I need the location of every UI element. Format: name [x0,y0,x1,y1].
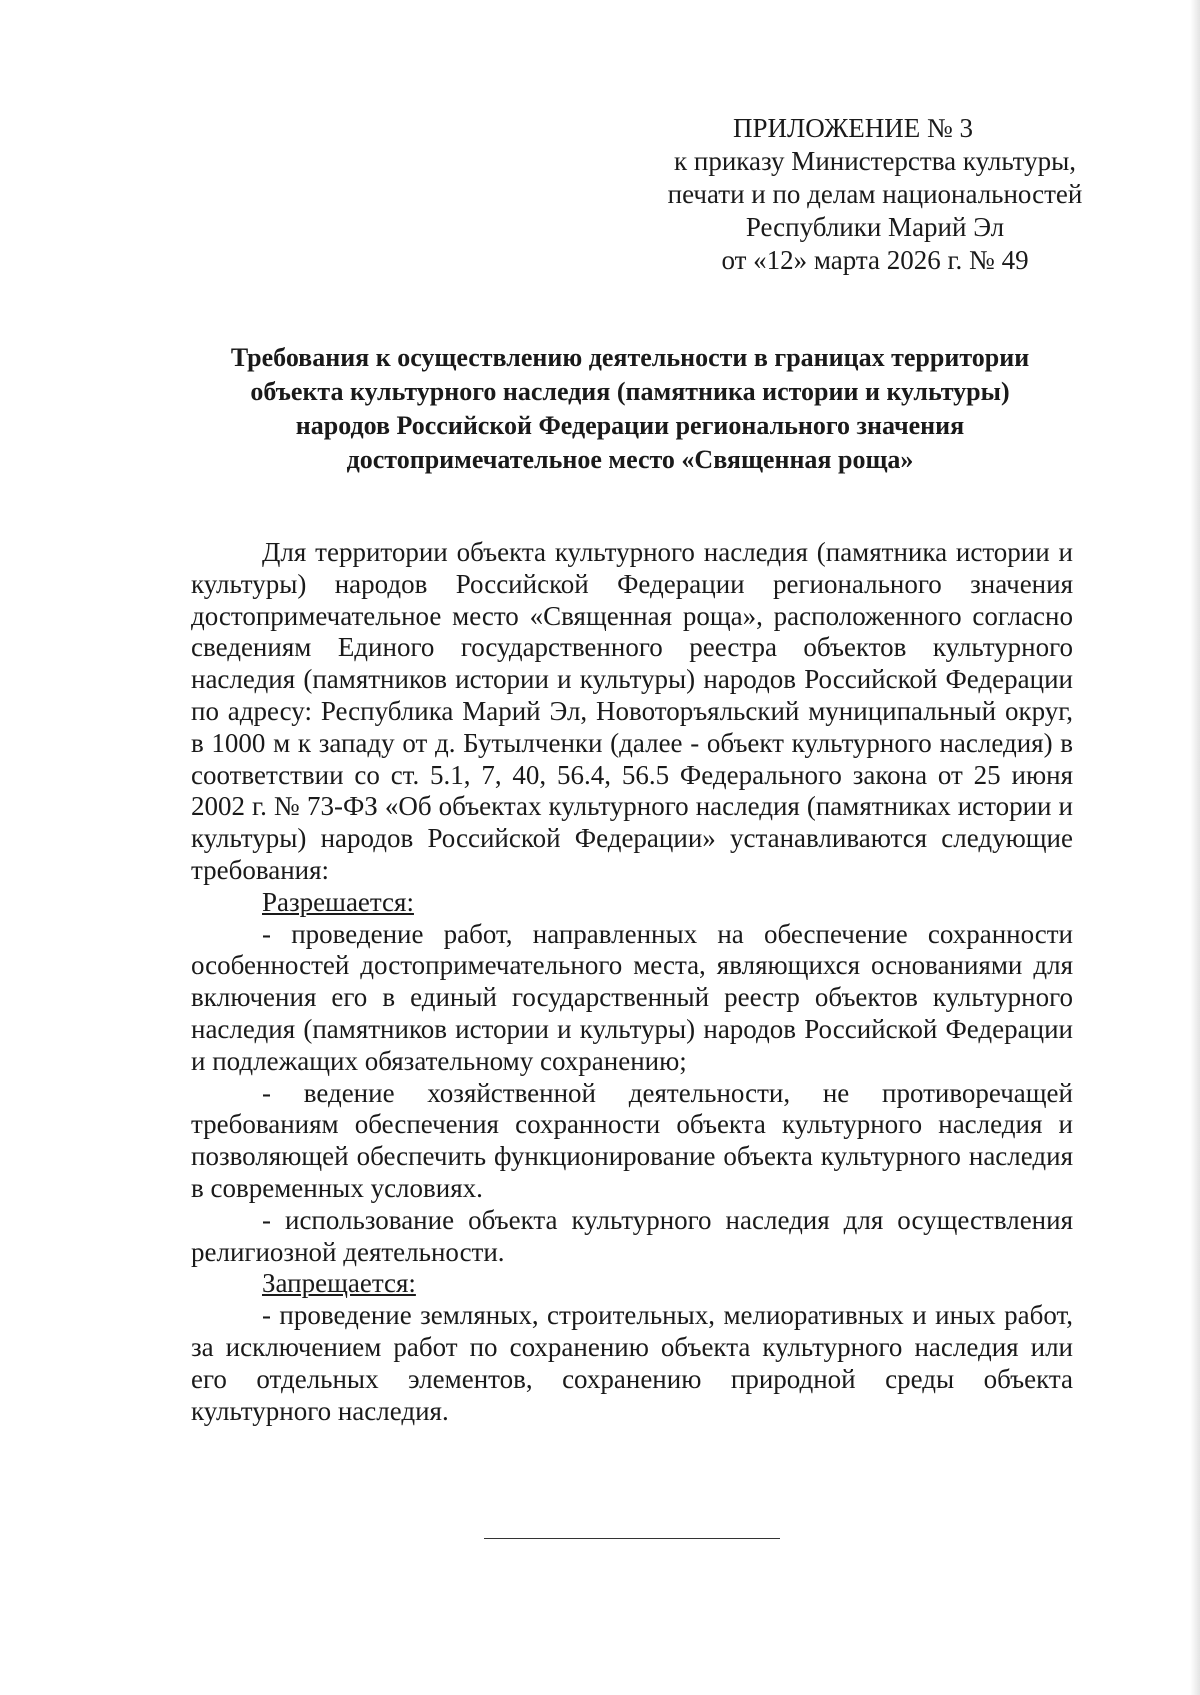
title-line: Требования к осуществлению деятельности в границах территории [230,343,1030,372]
title-line: народов Российской Федерации регионального значения [295,411,965,440]
title-line: достопримечательное место «Священная роща» [346,445,914,474]
appendix-number: ПРИЛОЖЕНИЕ № 3 [732,113,974,143]
appendix-header [640,112,1110,277]
appendix-order-line: к приказу Министерства культуры, [674,146,1076,176]
allowed-item: - проведение работ, направленных на обеспечение сохранности особенностей достопримечательного места, являющихся основаниями для включения его в единый государственный реестр объектов культурного наследия (памятников истории и культуры) народов Российской Федерации и подлежащих обязательному сохранению; [191,918,1073,1076]
document-title [180,341,1080,477]
title-line: объекта культурного наследия (памятника истории и культуры) [250,377,1010,406]
allowed-item: - использование объекта культурного наследия для осуществления религиозной деятельности. [191,1204,1073,1267]
end-separator-line [484,1538,780,1539]
forbidden-heading: Запрещается: [262,1268,416,1299]
forbidden-item: - проведение земляных, строительных, мелиоративных и иных работ, за исключением работ по сохранению объекта культурного наследия или его отдельных элементов, сохранению природной среды объекта культурного наследия. [191,1300,1073,1426]
page-edge-shadow [1190,0,1200,1695]
appendix-date-line: от «12» марта 2026 г. № 49 [721,245,1029,275]
appendix-ministry-line: печати и по делам национальностей [667,179,1083,209]
document-body [191,537,1073,1427]
allowed-heading: Разрешается: [262,886,414,917]
intro-paragraph: Для территории объекта культурного наследия (памятника истории и культуры) народов Российской Федерации регионального значения достопримечательное место «Священная роща», расположенного согласно сведениям Единого государственного реестра объектов культурного наследия (памятников истории и культуры) народов Российской Федерации по адресу: Республика Марий Эл, Новоторъяльский муниципальный округ, в 1000 м к западу от д. Бутылченки (далее - объект культурного наследия) в соответствии со ст. 5.1, 7, 40, 56.4, 56.5 Федерального закона от 25 июня 2002 г. № 73-ФЗ «Об объектах культурного наследия (памятниках истории и культуры) народов Российской Федерации» устанавливаются следующие требования: [191,537,1073,885]
allowed-item: - ведение хозяйственной деятельности, не противоречащей требованиям обеспечения сохранности объекта культурного наследия и позволяющей обеспечить функционирование объекта культурного наследия в современных условиях. [191,1077,1073,1203]
appendix-republic-line: Республики Марий Эл [745,212,1005,242]
